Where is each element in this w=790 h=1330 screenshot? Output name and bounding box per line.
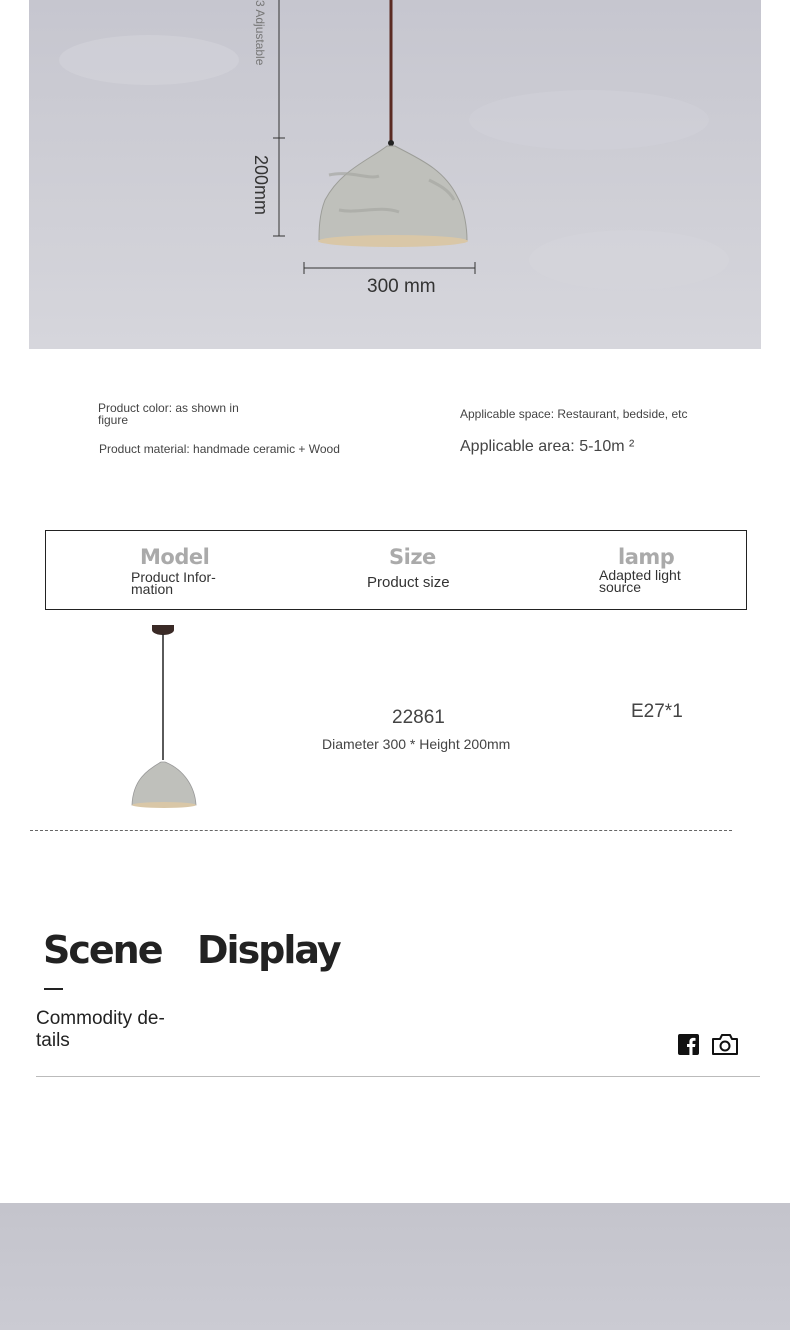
commodity-details-subtitle: Commodity de-tails [36, 1008, 165, 1051]
width-dimension-label: 300 mm [367, 276, 436, 297]
model-column-subtitle: Product Infor-mation [131, 569, 216, 597]
section-divider [36, 1076, 760, 1077]
lamp-column-subtitle: Adapted light source [599, 567, 681, 595]
model-column-title: Model [140, 545, 210, 569]
scene-image [0, 1203, 790, 1330]
height-dimension-label: 200mm [251, 155, 271, 216]
scene-title-word2: Display [197, 928, 340, 972]
adjustable-dimension-label: 3 Adjustable [253, 0, 267, 66]
lamp-column-title: lamp [618, 545, 675, 569]
hero-product-image [29, 0, 761, 349]
dashed-divider [30, 830, 732, 831]
light-source-value: E27*1 [631, 701, 683, 722]
camera-icon[interactable] [711, 1033, 739, 1056]
spec-table-header [45, 530, 747, 610]
applicable-area-text: Applicable area: 5-10m ² [460, 438, 635, 455]
applicable-space-text: Applicable space: Restaurant, bedside, etc [460, 407, 688, 421]
size-column-subtitle: Product size [367, 574, 450, 591]
size-column-title: Size [389, 545, 436, 569]
facebook-icon[interactable] [678, 1034, 699, 1055]
model-number-value: 22861 [392, 707, 445, 728]
title-accent-dash [44, 988, 63, 990]
scene-title-word1: Scene [43, 928, 162, 972]
product-material-text: Product material: handmade ceramic + Wood [99, 442, 340, 456]
lamp-thumbnail [125, 620, 205, 810]
size-value: Diameter 300 * Height 200mm [322, 736, 511, 752]
product-color-text: Product color: as shown in figure [98, 401, 239, 427]
